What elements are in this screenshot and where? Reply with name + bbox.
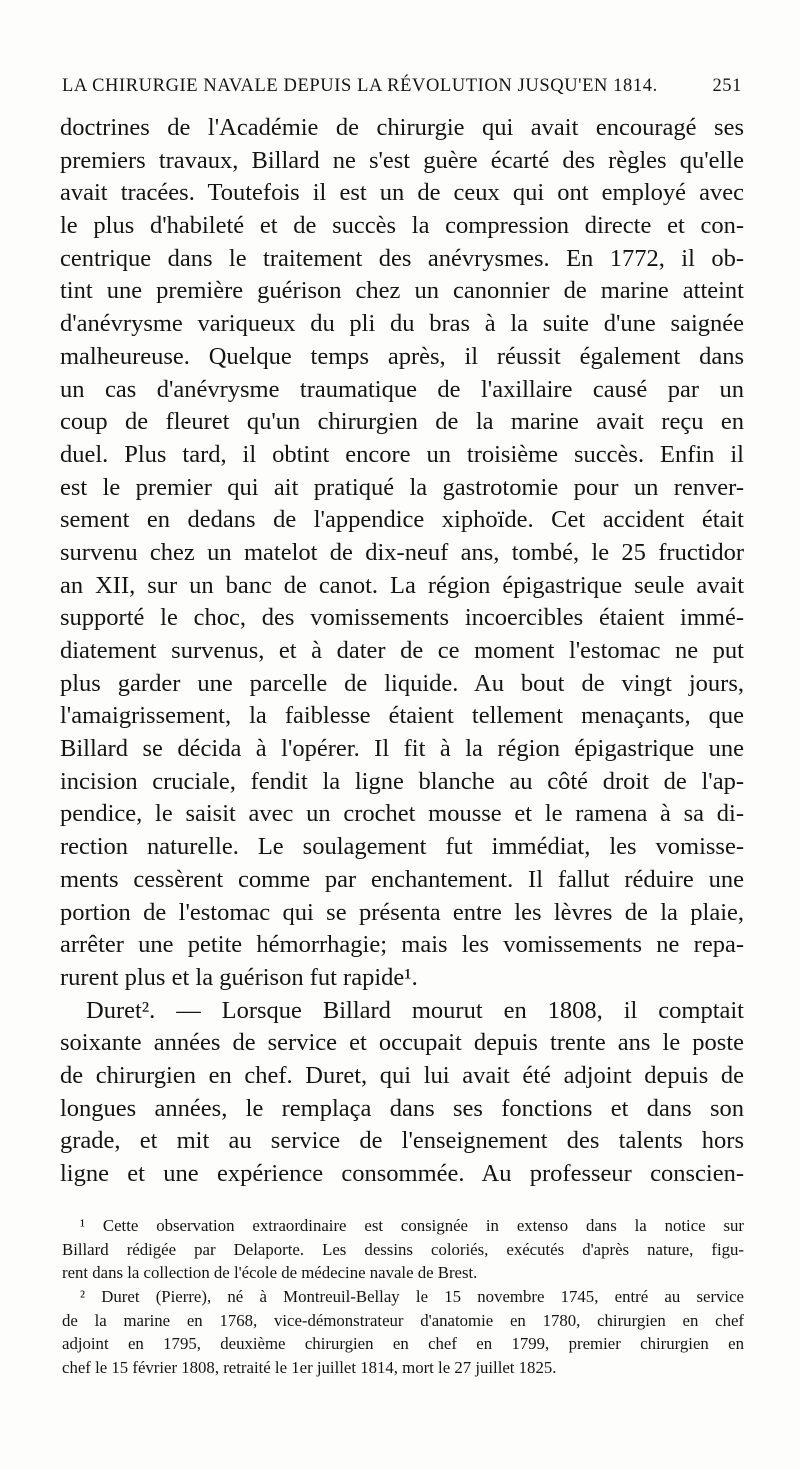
body-line: l'amaigrissement, la faiblesse étaient tellement menaçants, que [60,702,744,730]
body-line: tint une première guérison chez un canonnier de marine atteint [60,277,744,305]
body-line: avait tracées. Toutefois il est un de ceux qui ont employé avec [60,179,744,207]
section-start-line: Duret². — Lorsque Billard mourut en 1808, il comptait [86,996,744,1024]
footnote-1-line: ¹ Cette observation extraordinaire est consignée in extenso dans la notice sur [80,1216,744,1235]
body-line: doctrines de l'Académie de chirurgie qui avait encouragé ses [60,114,744,141]
body-line: arrêter une petite hémorrhagie; mais les vomissements ne repa- [60,931,744,959]
body-line: est le premier qui ait pratiqué la gastrotomie pour un renver- [60,473,744,501]
body-line: Billard se décida à l'opérer. Il fit à la région épigastrique une [60,735,744,763]
body-line: pendice, le saisit avec un crochet mousse et le ramena à sa di- [60,800,744,828]
body-line: d'anévrysme variqueux du pli du bras à la suite d'une saignée [60,310,744,338]
body-line: rection naturelle. Le soulagement fut immédiat, les vomisse- [60,833,744,861]
footnote-2-line: de la marine en 1768, vice-démonstrateur d'anatomie en 1780, chirurgien en chef [62,1310,744,1330]
body-line: centrique dans le traitement des anévrysmes. En 1772, il ob- [60,244,744,272]
body-text [60,112,744,1191]
body-line: longues années, le remplaça dans ses fonctions et dans son [60,1094,744,1122]
running-title: LA CHIRURGIE NAVALE DEPUIS LA RÉVOLUTION JUSQU'EN 1814. [62,76,658,96]
body-line: le plus d'habileté et de succès la compression directe et con- [60,212,744,240]
body-line: malheureuse. Quelque temps après, il réussit également dans [60,342,744,370]
running-header [62,76,742,102]
body-line: incision cruciale, fendit la ligne blanche au côté droit de l'ap- [60,767,744,795]
body-line: ments cessèrent comme par enchantement. Il fallut réduire une [60,865,744,893]
footnotes [62,1214,744,1380]
body-line: an XII, sur un banc de canot. La région épigastrique seule avait [60,571,744,599]
footnote-1-line: rent dans la collection de l'école de médecine navale de Brest. [62,1263,478,1283]
footnote-2-line: ² Duret (Pierre), né à Montreuil-Bellay le 15 novembre 1745, entré au service [80,1287,744,1307]
body-line: diatement survenus, et à dater de ce moment l'estomac ne put [60,637,744,664]
body-line: duel. Plus tard, il obtint encore un troisième succès. Enfin il [60,440,744,468]
body-line: grade, et mit au service de l'enseignement des talents hors [60,1127,744,1155]
footnote-2-line: chef le 15 février 1808, retraité le 1er juillet 1814, mort le 27 juillet 1825. [62,1358,557,1378]
body-line: supporté le choc, des vomissements incoercibles étaient immé- [60,604,744,632]
body-line: un cas d'anévrysme traumatique de l'axillaire causé par un [60,375,744,403]
body-line: sement en dedans de l'appendice xiphoïde. Cet accident était [60,506,744,534]
body-line: plus garder une parcelle de liquide. Au bout de vingt jours, [60,669,744,697]
footnote-2-line: adjoint en 1795, deuxième chirurgien en chef en 1799, premier chirurgien en [62,1334,744,1354]
body-line: premiers travaux, Billard ne s'est guère écarté des règles qu'elle [60,146,744,174]
footnote-1-line: Billard rédigée par Delaporte. Les dessins coloriés, exécutés d'après nature, figu- [62,1239,744,1259]
body-line: coup de fleuret qu'un chirurgien de la marine avait reçu en [60,408,744,436]
paragraph-end-line: rurent plus et la guérison fut rapide¹. [60,963,418,991]
page-number: 251 [712,76,742,96]
body-line: survenu chez un matelot de dix-neuf ans, tombé, le 25 fructidor [60,538,744,566]
body-line: portion de l'estomac qui se présenta entre les lèvres de la plaie, [60,898,744,926]
body-line: soixante années de service et occupait depuis trente ans le poste [60,1029,744,1057]
body-line: ligne et une expérience consommée. Au professeur conscien- [60,1160,744,1187]
body-line: de chirurgien en chef. Duret, qui lui avait été adjoint depuis de [60,1061,744,1089]
